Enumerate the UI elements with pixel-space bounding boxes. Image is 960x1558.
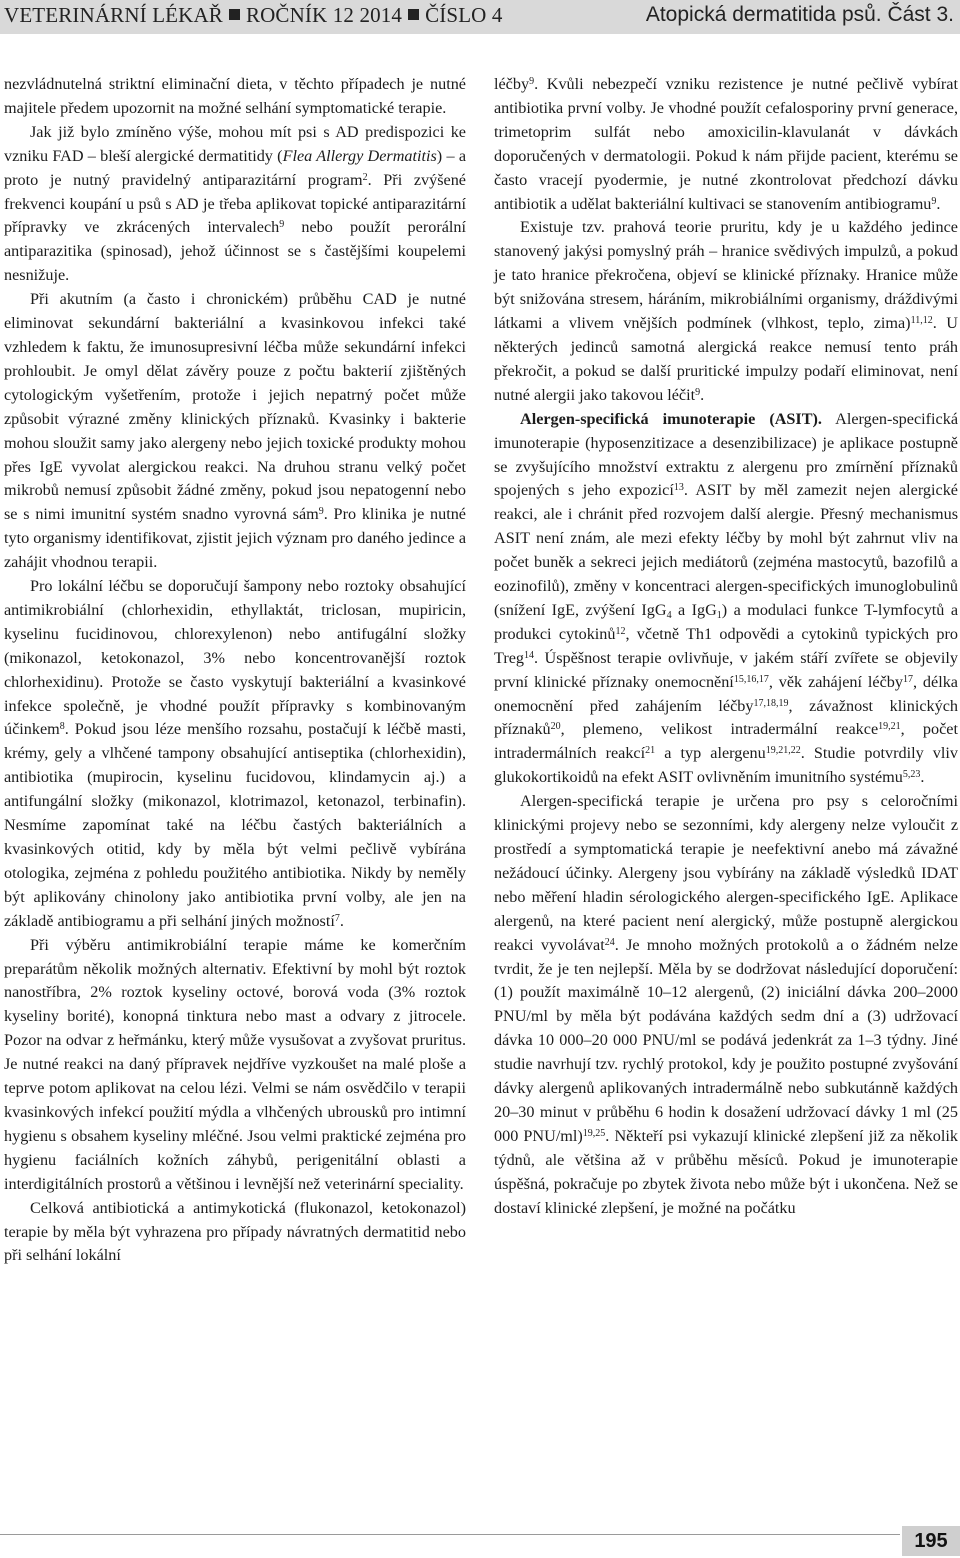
paragraph: Existuje tzv. prahová teorie pruritu, kdy je u každého jedince stanovený jakýsi pomyslný práh – hranice svědivých impulzů, a pokud je tato hranice překročena, objeví se klinické příznaky. Hranice může být snižována stresem, háráním, mikrobiálními organismy, dráždivými látkami a vlivem vnějších podmínek (vlhkost, teplo, zima)$^{11,12}$. U některých jedinců samotná alergická reakce nemusí tento práh překročit, a pokud se další pruritické impulzy podaří eliminovat, není nutné alergii jako takovou léčit$^9$.: [494, 218, 958, 404]
paragraph: nezvládnutelná striktní eliminační dieta, v těchto případech je nutné majitele předem upozornit na možné selhání symptomatické terapie.: [4, 75, 466, 117]
paragraph: Při výběru antimikrobiální terapie máme ke komerčním preparátům několik možných alternativ. Efektivní by mohl být roztok nanostříbra, 2% roztok kyseliny octové, borová voda (3% roztok kyseliny borité), konopná tinktura nebo mast a odvary z jitrocele. Pozor na odvar z heřmánku, který může vysušovat a zvyšovat pruritus. Je nutné reakci na daný přípravek nejdříve vyzkoušet na malé ploše a teprve potom aplikovat na celou lézi. Velmi se nám osvědčilo v terapii kvasinkových infekcí použití mýdla a vlhčených ubrousků pro intimní hygienu s obsahem kyseliny mléčné. Jsou velmi praktické zejména pro hygienu faciálních kožních záhybů, perigenitální oblasti a interdigitálních prostorů a většinou i levnější než veterinární speciality.: [4, 935, 466, 1193]
paragraph: Alergen-specifická terapie je určena pro psy s celoročními klinickými projevy nebo se sezonními, kdy alergeny nelze vyloučit z prostředí a symptomatická terapie je neefektivní anebo má závažné nežádoucí účinky. Alergeny jsou vybírány na základě výsledků IDAT nebo měření hladin sérologického alergen-specifického IgE. Aplikace alergenů, na které pacient není alergický, může postupně alergickou reakci vyvolávat$^{24}$. Je mnoho možných protokolů a o žádném nelze tvrdit, že je ten nejlepší. Měla by se dodržovat následující doporučení: (1) použít maximálně 10–12 alergenů, (2) iniciální dávka 200–2000 PNU/ml by měla být podávána každých sedm dní a (3) udržovací dávka 10 000–20 000 PNU/ml se podává jedenkrát za 1–3 týdny. Jiné studie navrhují tzv. rychlý protokol, kdy je použito postupné zvyšování dávky alergenů aplikovaných intradermálně nebo subkutánně každých 20–30 minut v průběhu 6 hodin k dosažení udržovací dávky 1 ml (25 000 PNU/ml)$^{19,25}$. Někteří psi vykazují klinické zlepšení již za několik týdnů, ale většina až v průběhu měsíců. Pokud je imunoterapie úspěšná, pokračuje po zbytek života nebo může být i ukončena. Než se dostaví klinické zlepšení, je možné na počátku: [494, 792, 958, 1217]
journal-volume: ROČNÍK 12: [245, 3, 355, 27]
journal-name: VETERINÁRNÍ LÉKAŘ: [4, 3, 223, 27]
journal-issue: ČÍSLO 4: [425, 3, 503, 27]
paragraph: Celková antibiotická a antimykotická (flukonazol, ketokonazol) terapie by měla být vyhrazena pro případy návratných dermatitid nebo při selhání lokální: [4, 1198, 466, 1265]
article-title: Atopická dermatitida psů. Část 3.: [645, 3, 954, 26]
page-footer: [0, 1520, 960, 1558]
paragraph: léčby$^9$. Kvůli nebezpečí vzniku rezistence je nutné pečlivě vybírat antibiotika první volby. Je vhodné použít cefalosporiny první generace, trimetoprim sulfát nebo amoxicilin-klavulanát v dávkách doporučených v dermatologii. Pokud k nám přijde pacient, kterému se často vracejí pyodermie, je nutné zkontrolovat předchozí dávku antibiotik a udělat bakteriální kultivaci se stanovením antibiogramu$^9$.: [494, 75, 958, 213]
journal-year: 2014: [359, 3, 403, 27]
paragraph: Pro lokální léčbu se doporučují šampony nebo roztoky obsahující antimikrobiální (chlorhexidin, ethyllaktát, triclosan, mupiricin, kyselinu fucidinovou, chlorexylenon) nebo antifugální složky (mikonazol, ketokonazol, 3% nebo koncentrovanější roztok chlorhexidinu). Protože se často vyskytují bakteriální a kvasinkové infekce společně, je vhodné použít přípravky s kombinovaným účinkem$^8$. Pokud jsou léze menšího rozsahu, postačují k léčbě masti, krémy, gely a vlhčené tampony obsahující antiseptika (chlorhexidin), antibiotika (mupirocin, kyselinu fucidovou, klindamycin aj.) a antifungální složky (mikonazol, klotrimazol, ketonazol, terbinafin). Nesmíme zapomínat také na léčbu častých bakteriálních a kvasinkových otitid, kdy by měla být velmi pečlivě vybírána otologika, zejména z pohledu použitého antibiotika. Nikdy by neměly být aplikovány chinolony jako antibiotika první volby, ale jen na základě antibiogramu a při selhání jiných možností$^7$.: [4, 577, 466, 930]
footer-rule: [0, 1534, 900, 1535]
left-column: [4, 73, 466, 1268]
page-header: [0, 0, 960, 34]
separator-square-icon: [408, 9, 419, 20]
right-column: [494, 73, 958, 1221]
paragraph: Jak již bylo zmíněno výše, mohou mít psi s AD predispozici ke vzniku FAD – bleší alergické dermatitidy (Flea Allergy Dermatitis) – a proto je nutný pravidelný antiparazitární program$^2$. Při zvýšené frekvenci koupání u psů s AD je třeba aplikovat topické antiparazitární přípravky ve zkrácených intervalech$^9$ nebo použít perorální antiparazitika (spinosad), jehož účinnost se s častějšími koupelemi nesnižuje.: [4, 122, 467, 285]
separator-square-icon: [229, 9, 240, 20]
paragraph: Při akutním (a často i chronickém) průběhu CAD je nutné eliminovat sekundární bakteriální a kvasinkovou infekci také vzhledem k faktu, že imunosupresivní léčba může sekundární infekci prohloubit. Je omyl dělat závěry pouze z počtu bakterií zjištěných cytologickým vyšetřením, protože i jejich nepatrný počet může způsobit výrazné změny klinických příznaků. Kvasinky i bakterie mohou sloužit samy jako alergeny nebo jejich toxické produkty mohou přes IgE vyvolat alergickou reakci. Na druhou stranu velký počet mikrobů nemusí způsobit žádné změny, pokud jsou nepatogenní nebo se s nimi imunitní systém snadno vyrovná sám$^9$. Pro klinika je nutné tyto organismy identifikovat, zjistit jejich význam pro daného jedince a zahájit vhodnou terapii.: [4, 290, 466, 572]
page-number: 195: [902, 1526, 960, 1556]
journal-running-head: [4, 3, 503, 28]
paragraph: Alergen-specifická imunoterapie (ASIT). Alergen-specifická imunoterapie (hyposenzitizace a desenzibilizace) je aplikace postupně se zvyšujícího množství extraktu z alergenu pro zmírnění příznaků spojených s jeho expozicí$^{13}$. ASIT by měl zamezit nejen alergické reakci, ale i chránit před rozvojem další alergie. Přesný mechanismus ASIT není znám, ale mezi efekty léčby by mohl být zahrnut vliv na počet buněk a sekreci jejich mediátorů (zejména mastocytů, bazofilů a eozinofilů), změny v koncentraci alergen-specifických imunoglobulinů (snížení IgE, zvýšení IgG$_4$ a IgG$_1$) a modulaci funkce T-lymfocytů a produkci cytokinů$^{12}$, včetně Th1 odpovědi a cytokinů typických pro Treg$^{14}$. Úspěšnost terapie ovlivňuje, v jakém stáří zvířete se objevily první klinické příznaky onemocnění$^{15,16,17}$, věk zahájení léčby$^{17}$, délka onemocnění před zahájením léčby$^{17,18,19}$, závažnost klinických příznaků$^{20}$, plemeno, velikost intradermální reakce$^{19,21}$, počet intradermálních reakcí$^{21}$ a typ alergenu$^{19,21,22}$. Studie potvrdily vliv glukokortikoidů na efekt ASIT ovlivněním imunitního systému$^{5,23}$.: [494, 409, 959, 787]
